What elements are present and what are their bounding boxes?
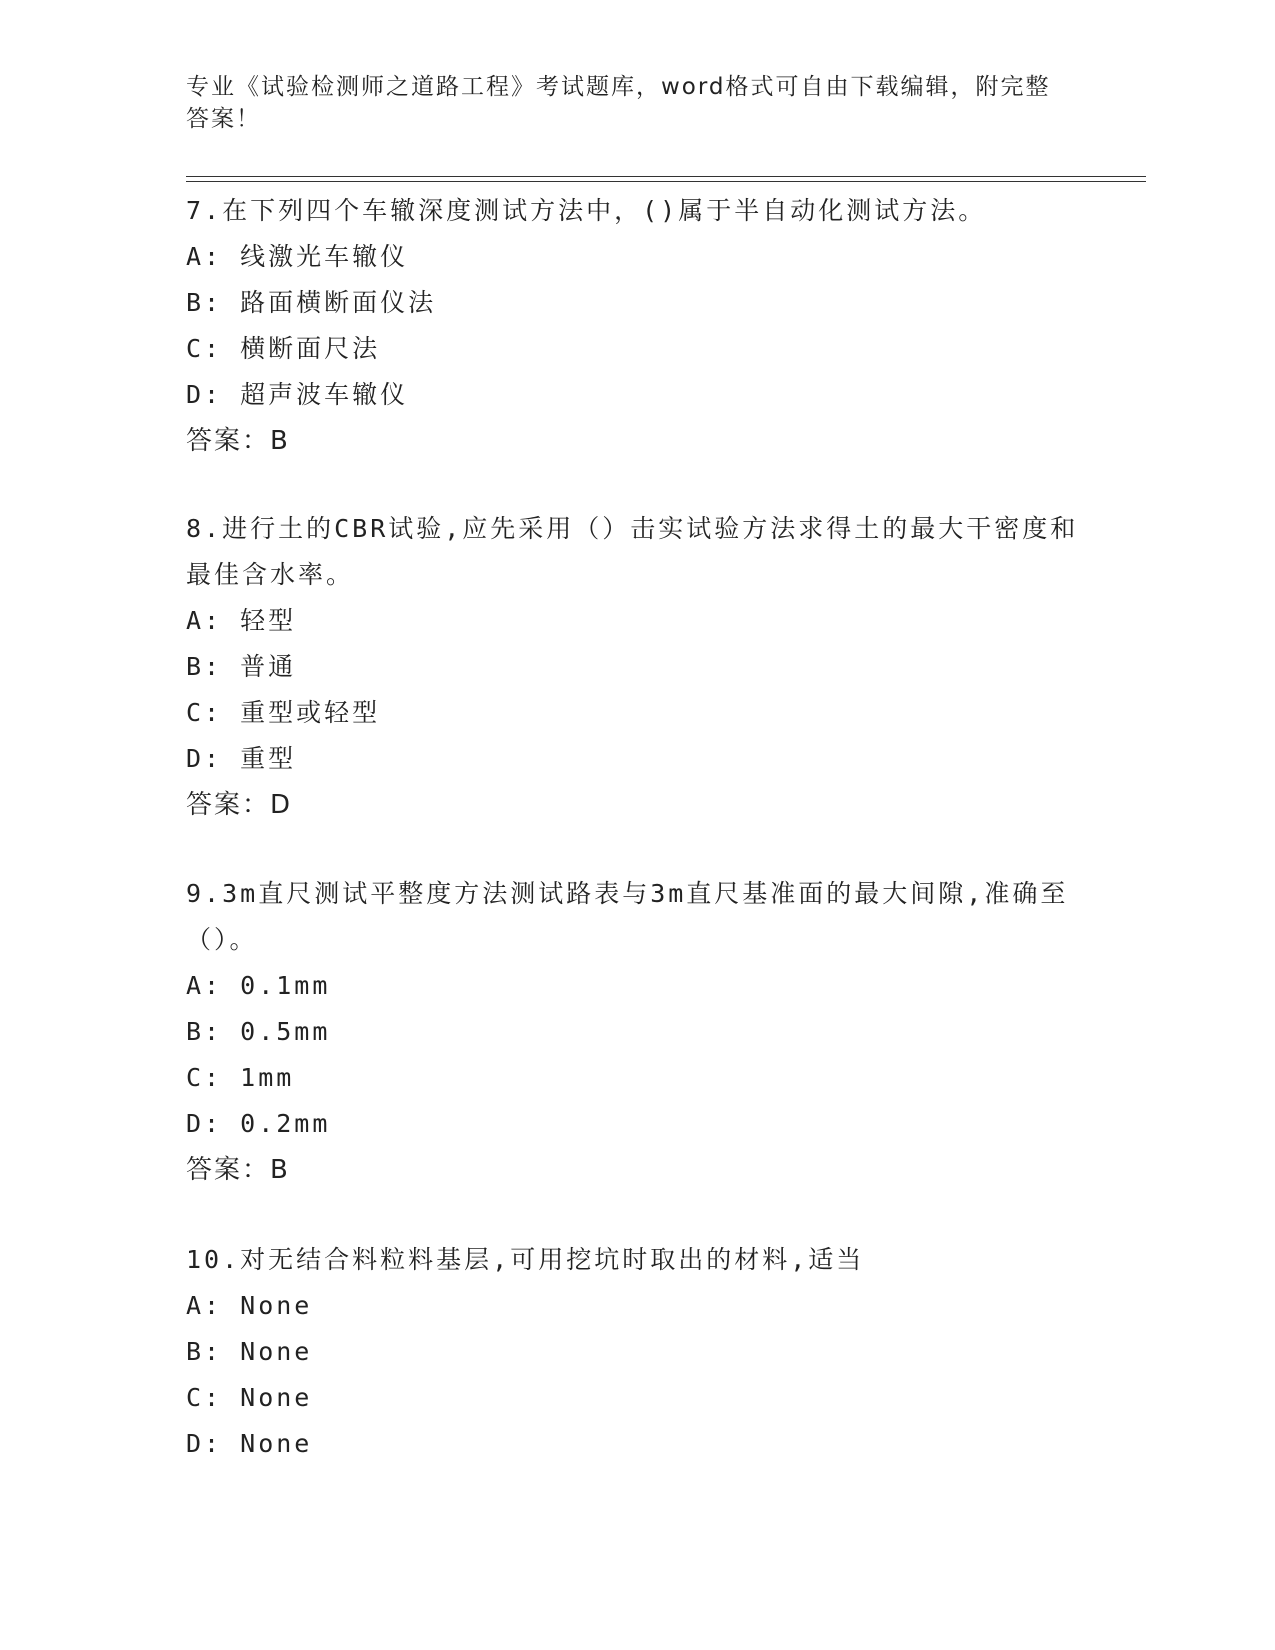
option-c: C: None (186, 1383, 313, 1412)
answer-line: 答案：B (186, 426, 290, 456)
option-d: D: 重型 (186, 744, 297, 773)
question-8 (186, 506, 1086, 828)
option-b: B: 0.5mm (186, 1017, 331, 1046)
question-10 (186, 1237, 1086, 1467)
option-a: A: 线激光车辙仪 (186, 242, 409, 271)
option-c: C: 1mm (186, 1063, 295, 1092)
question-text: 7.在下列四个车辙深度测试方法中，()属于半自动化测试方法。 (186, 196, 987, 225)
question-9 (186, 871, 1086, 1193)
option-b: B: None (186, 1337, 313, 1366)
option-a: A: 轻型 (186, 606, 297, 635)
option-d: D: 0.2mm (186, 1109, 331, 1138)
option-b: B: 路面横断面仪法 (186, 288, 437, 317)
question-text: 10.对无结合料粒料基层,可用挖坑时取出的材料,适当 (186, 1245, 865, 1274)
option-c: C: 横断面尺法 (186, 334, 381, 363)
question-text: 9.3m直尺测试平整度方法测试路表与3m直尺基准面的最大间隙,准确至（）。 (186, 879, 1069, 954)
option-d: D: 超声波车辙仪 (186, 380, 409, 409)
question-7 (186, 188, 1086, 464)
question-text: 8.进行土的CBR试验,应先采用（）击实试验方法求得土的最大干密度和最佳含水率。 (186, 514, 1079, 589)
document-header: 专业《试验检测师之道路工程》考试题库，word格式可自由下载编辑，附完整答案！ (186, 74, 1051, 132)
header-divider-bottom (186, 181, 1146, 182)
option-a: A: 0.1mm (186, 971, 331, 1000)
option-a: A: None (186, 1291, 313, 1320)
option-b: B: 普通 (186, 652, 297, 681)
option-d: D: None (186, 1429, 313, 1458)
answer-line: 答案：B (186, 1155, 290, 1185)
header-divider-top (186, 176, 1146, 177)
answer-line: 答案：D (186, 790, 293, 820)
option-c: C: 重型或轻型 (186, 698, 381, 727)
